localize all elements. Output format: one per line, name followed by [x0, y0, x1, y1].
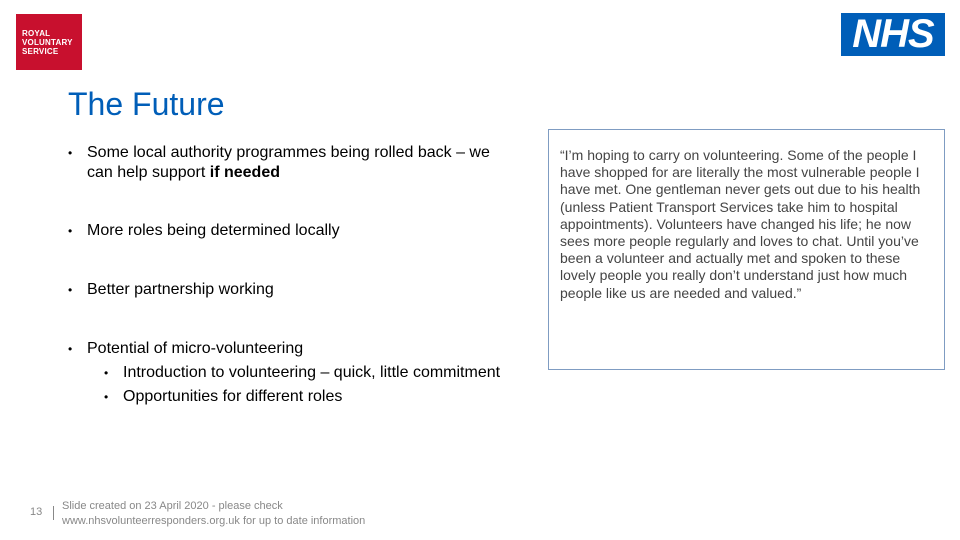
slide-title: The Future [68, 86, 225, 122]
bullet-text-1-emphasis: if needed [209, 164, 280, 181]
page-number: 13 [30, 506, 43, 518]
volunteer-quote-box [548, 129, 945, 370]
bullet-item-3 [68, 280, 508, 300]
volunteer-quote-text: “I’m hoping to carry on volunteering. Some of the people I have shopped for are literally the most vulnerable people I have met. One gentleman never gets out due to his health (unless Patient Transport Services take him to hospital appointments). Volunteers have changed his life; he now sees more people regularly and loves to chat. Until you’ve been a volunteer and actually met and spoken to these lovely people you really don’t understand just how much people like us are needed and valued.” [560, 147, 921, 301]
bullet-item-2 [68, 221, 508, 241]
footer-line-2: www.nhsvolunteerresponders.org.uk for up to date information [62, 515, 366, 527]
sub-bullet-text-2: Opportunities for different roles [123, 388, 343, 405]
bullet-icon: • [68, 283, 73, 297]
bullet-item-1 [68, 143, 508, 183]
rvs-logo-text [22, 29, 73, 56]
rvs-logo-line-2: VOLUNTARY [22, 38, 73, 47]
bullet-icon: • [68, 146, 73, 160]
bullet-text-1: Some local authority programmes being rolled back – we can help support [87, 144, 490, 181]
bullet-text-3: Better partnership working [87, 281, 274, 298]
bullet-list [68, 143, 508, 407]
rvs-logo-line-3: SERVICE [22, 47, 59, 56]
footer-note [62, 499, 365, 529]
footer-line-1: Slide created on 23 April 2020 - please check [62, 500, 283, 512]
bullet-text-2: More roles being determined locally [87, 222, 340, 239]
footer-divider [53, 506, 54, 520]
sub-bullet-icon: • [104, 390, 109, 404]
royal-voluntary-service-logo [16, 14, 82, 70]
sub-bullet-item-2 [68, 387, 508, 407]
bullet-icon: • [68, 224, 73, 238]
sub-bullet-text-1: Introduction to volunteering – quick, little commitment [123, 364, 501, 381]
rvs-logo-line-1: ROYAL [22, 29, 51, 38]
nhs-logo: NHS [841, 13, 945, 56]
bullet-text-4: Potential of micro-volunteering [87, 340, 304, 357]
sub-bullet-item-1 [68, 363, 508, 383]
bullet-icon: • [68, 342, 73, 356]
bullet-item-4 [68, 339, 508, 359]
sub-bullet-icon: • [104, 366, 109, 380]
